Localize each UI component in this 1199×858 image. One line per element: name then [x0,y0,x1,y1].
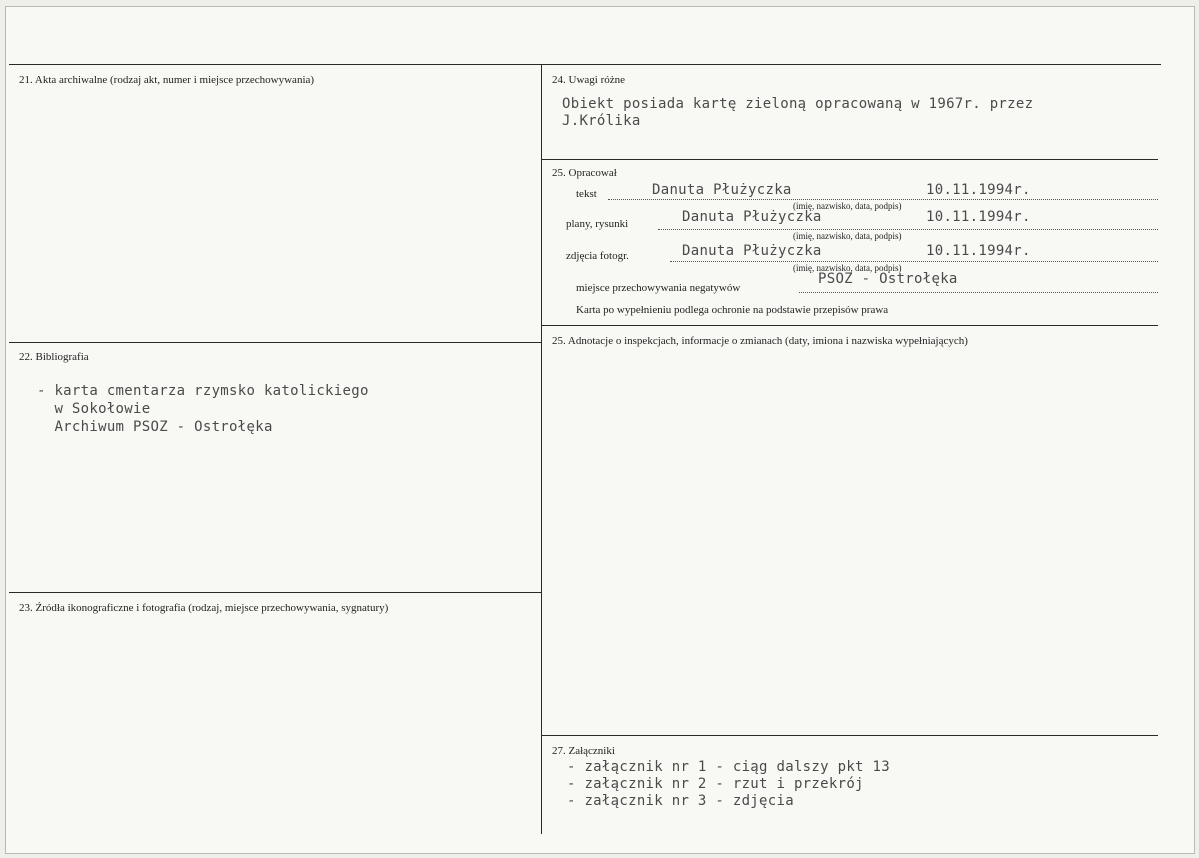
row-label-plans: plany, rysunki [566,218,629,230]
author-name: Danuta Płużyczka [682,243,822,259]
signature-caption: (imię, nazwisko, data, podpis) [793,201,902,211]
row-dotted-line [608,199,1158,200]
negatives-location: PSOZ - Ostrołęka [818,271,958,287]
attachment-line: - załącznik nr 2 - rzut i przekrój [567,776,864,792]
negatives-label: miejsce przechowywania negatywów [576,282,741,294]
rule-25b-27 [541,735,1158,736]
attachment-line: - załącznik nr 1 - ciąg dalszy pkt 13 [567,759,890,775]
row-dotted-line [658,229,1158,230]
row-label-photos: zdjęcia fotogr. [566,250,629,262]
rule-25-25b [541,325,1158,326]
row-dotted-line [670,261,1158,262]
author-name: Danuta Płużyczka [652,182,792,198]
attachment-line: - załącznik nr 3 - zdjęcia [567,793,794,809]
bibliography-line: - karta cmentarza rzymsko katolickiego [37,383,369,399]
heritage-record-card [5,6,1195,854]
author-date: 10.11.1994r. [926,209,1031,225]
section-21-label: 21. Akta archiwalne (rodzaj akt, numer i miejsce przechowywania) [19,74,315,86]
bibliography-line: Archiwum PSOZ - Ostrołęka [37,419,273,435]
remarks-line: J.Królika [562,113,641,129]
section-23-label: 23. Źródła ikonograficzne i fotografia (rodzaj, miejsce przechowywania, sygnatury) [19,602,389,614]
row-label-text: tekst [576,188,597,200]
author-name: Danuta Płużyczka [682,209,822,225]
column-divider [541,64,542,834]
section-24-label: 24. Uwagi różne [552,74,626,86]
remarks-line: Obiekt posiada kartę zieloną opracowaną w 1967r. przez [562,96,1034,112]
top-rule [9,64,1161,65]
author-date: 10.11.1994r. [926,182,1031,198]
rule-24-25 [541,159,1158,160]
section-25-label: 25. Opracował [552,167,617,179]
signature-caption: (imię, nazwisko, data, podpis) [793,231,902,241]
row-dotted-line [799,292,1158,293]
protection-note: Karta po wypełnieniu podlega ochronie na podstawie przepisów prawa [576,304,889,316]
rule-22-23 [9,592,541,593]
signature-caption: (imię, nazwisko, data, podpis) [793,263,902,273]
section-27-label: 27. Załączniki [552,745,615,757]
rule-21-22 [9,342,541,343]
section-25-inspections-label: 25. Adnotacje o inspekcjach, informacje o zmianach (daty, imiona i nazwiska wypełniających) [552,335,968,347]
bibliography-line: w Sokołowie [37,401,151,417]
section-22-label: 22. Bibliografia [19,351,89,363]
author-date: 10.11.1994r. [926,243,1031,259]
